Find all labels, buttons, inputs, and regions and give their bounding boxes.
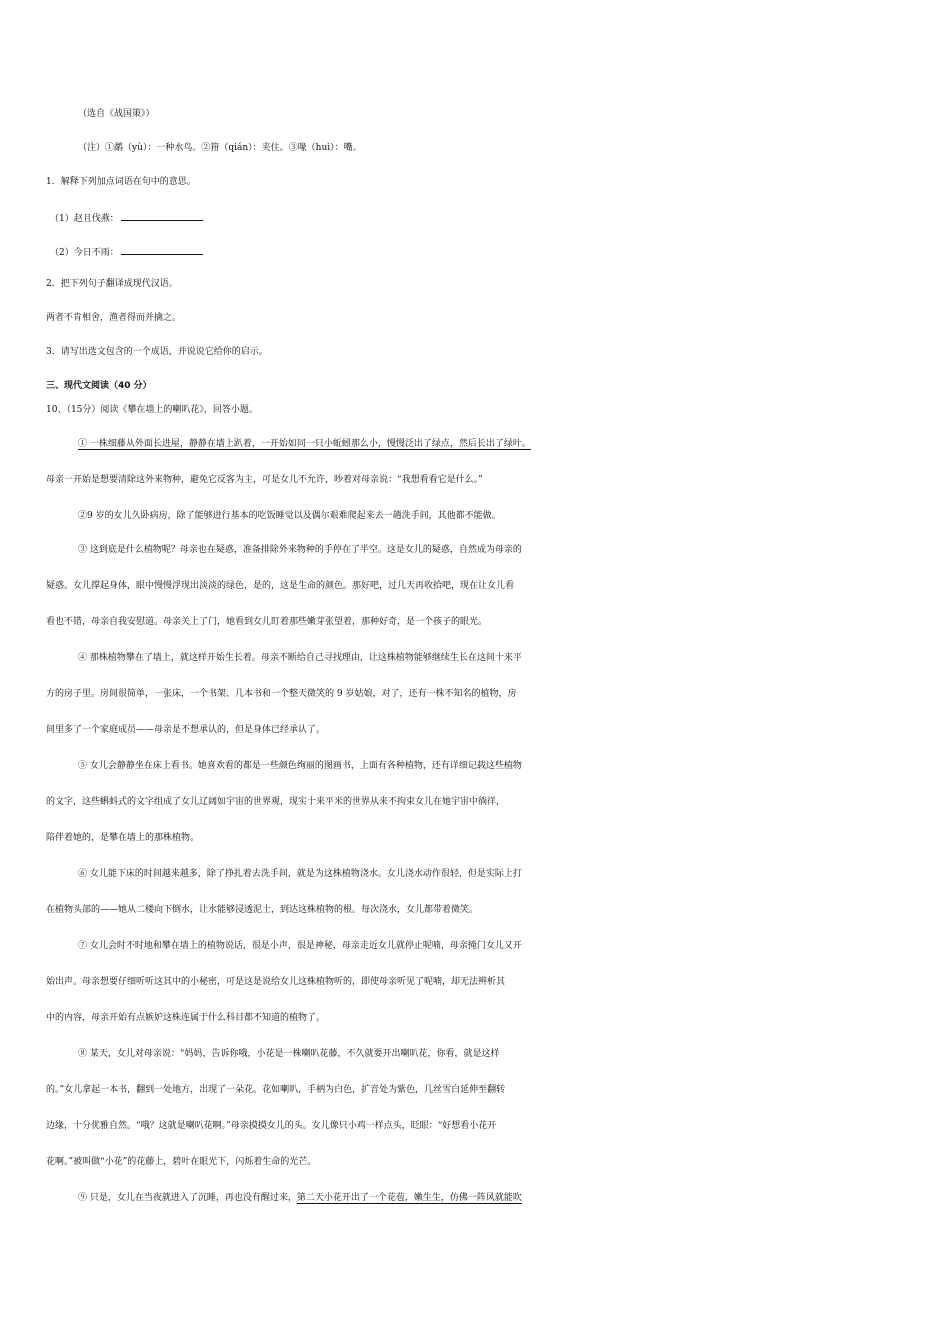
passage-p2-line1: ②9 岁的女儿久卧病房，除了能够进行基本的吃饭睡觉以及偶尔艰难爬起来去一趟洗手间，其他都不能做。 xyxy=(78,511,501,521)
question-1-prompt: 1．解释下列加点词语在句中的意思。 xyxy=(46,177,196,187)
question-2-sentence: 两者不肯相舍，渔者得而并擒之。 xyxy=(46,313,182,323)
passage-p1-line2: 母亲一开始是想要清除这外来物种，避免它反客为主，可是女儿不允许，吵着对母亲说：“我想看看它是什么。” xyxy=(46,475,483,485)
annotation-note: （注）①鹬（yù）：一种水鸟。②箝（qián）：夹住。③喙（huì）：嘴。 xyxy=(78,143,362,153)
passage-p6-line2: 在植物头部的——她从二楼向下倒水，让水能够浸透泥土，到达这株植物的根。每次浇水，女儿都带着微笑。 xyxy=(46,905,479,915)
passage-p8-line1: ⑧ 某天，女儿对母亲说：“妈妈，告诉你哦，小花是一株喇叭花藤，不久就要开出喇叭花，你看，就是这样 xyxy=(78,1049,500,1059)
question-2-prompt: 2．把下列句子翻译成现代汉语。 xyxy=(46,279,178,289)
passage-p9-text: ⑨ 只是，女儿在当夜就进入了沉睡，再也没有醒过来， xyxy=(78,1193,297,1203)
passage-p8-line4: 花啊。”被叫做“小花”的花藤上，碧叶在眼光下，闪烁着生命的光芒。 xyxy=(46,1157,317,1167)
passage-p3-line2: 疑惑。女儿撑起身体，眼中慢慢浮现出淡淡的绿色，是的，这是生命的颜色。那好吧，过几天再收拾吧，现在让女儿看 xyxy=(46,581,515,591)
passage-p9-underlined: 第二天小花开出了一个花苞，嫩生生，仿佛一阵风就能吹 xyxy=(296,1193,522,1203)
passage-p5-line3: 陪伴着她的，是攀在墙上的那株植物。 xyxy=(46,833,200,843)
answer-blank-2[interactable] xyxy=(121,240,203,255)
question-1-item-2-text: （2）今日不雨： xyxy=(50,248,119,258)
passage-p8-line2: 的。”女儿拿起一本书，翻到一处地方，出现了一朵花。花如喇叭，手柄为白色，扩音处为紫色，几丝雪白延伸至翻转 xyxy=(46,1085,506,1095)
passage-p5-line2: 的文字，这些蝌蚪式的文字组成了女儿辽阔如宇宙的世界观，现实十来平米的世界从来不拘束女儿在她宇宙中徜徉， xyxy=(46,797,506,807)
passage-p7-line3: 中的内容，母亲开始有点嫉妒这株连属于什么科目都不知道的植物了。 xyxy=(46,1013,326,1023)
passage-p9-line1 xyxy=(78,1188,948,1208)
passage-p4-line3: 间里多了一个家庭成员——母亲是不想承认的，但是身体已经承认了。 xyxy=(46,725,326,735)
question-1-item-1-text: （1）赵且伐燕： xyxy=(50,214,119,224)
section-3-title: 三、现代文阅读（40 分） xyxy=(46,381,152,391)
question-1-item-2 xyxy=(50,240,920,263)
question-10-prompt: 10、（15分）阅读《攀在墙上的喇叭花》，回答小题。 xyxy=(46,405,258,415)
passage-p4-line2: 方的房子里。房间很简单，一张床，一个书架、几本书和一个整天微笑的 9 岁姑娘，对了，还有一株不知名的植物，房 xyxy=(46,689,517,699)
passage-p6-line1: ⑥ 女儿能下床的时间越来越多，除了挣扎着去洗手间，就是为这株植物浇水。女儿浇水动作很轻，但是实际上打 xyxy=(78,869,522,879)
passage-p3-line3: 看也不错，母亲自我安慰道。母亲关上了门，她看到女儿盯着那些嫩芽张望着，那种好奇，是一个孩子的眼光。 xyxy=(46,617,488,627)
passage-p7-line2: 始出声。母亲想要仔细听听这其中的小秘密，可是这是说给女儿这株植物听的，即使母亲听见了呢喃，却无法辨析其 xyxy=(46,977,506,987)
passage-p5-line1: ⑤ 女儿会静静坐在床上看书。她喜欢看的都是一些颜色绚丽的图画书，上面有各种植物，还有详细记载这些植物 xyxy=(78,761,522,771)
question-1-item-1 xyxy=(50,206,920,229)
passage-p8-line3: 边缘，十分优雅自然。“哦？这就是喇叭花啊。”母亲摸摸女儿的头。女儿像只小鸡一样点头，眨眼：“好想看小花开 xyxy=(46,1121,497,1131)
passage-p3-line1: ③ 这到底是什么植物呢？母亲也在疑惑，准备排除外来物种的手停在了半空。这是女儿的疑惑，自然成为母亲的 xyxy=(78,545,522,555)
passage-p1-line1: ① 一株细藤从外面长进屋，静静在墙上趴着，一开始如同一只小蚯蚓那么小，慢慢泛出了绿点，然后长出了绿叶。 xyxy=(78,439,531,449)
answer-blank-1[interactable] xyxy=(121,206,203,221)
source-line: （选自《战国策》） xyxy=(78,109,155,119)
passage-p4-line1: ④ 那株植物攀在了墙上，就这样开始生长着。母亲不断给自己寻找理由，让这株植物能够继续生长在这间十来平 xyxy=(78,653,522,663)
passage-p7-line1: ⑦ 女儿会时不时地和攀在墙上的植物说话，很是小声，很是神秘，母亲走近女儿就停止呢喃，母亲掩门女儿又开 xyxy=(78,941,522,951)
question-3-prompt: 3．请写出选文包含的一个成语，并说说它给你的启示。 xyxy=(46,347,268,357)
